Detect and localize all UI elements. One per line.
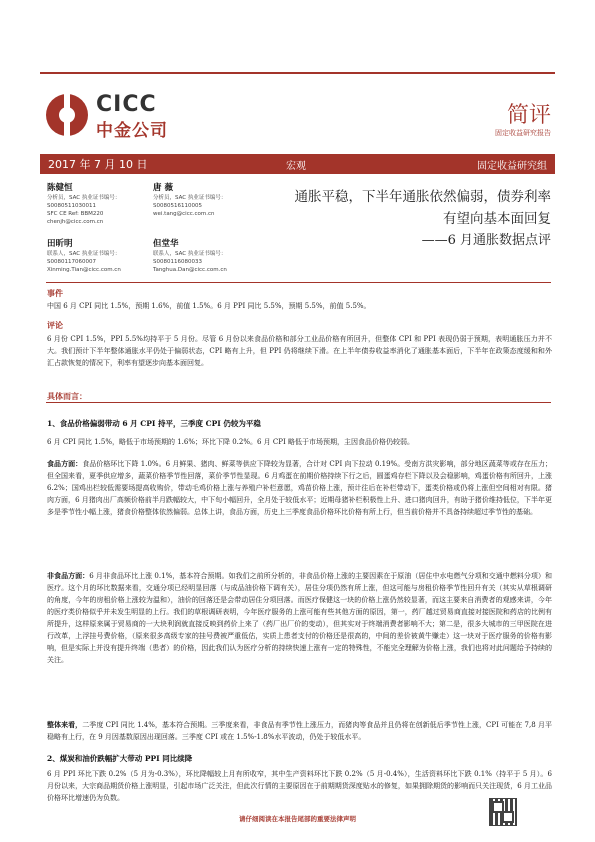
analyst-cert: S0080116080033 (153, 259, 202, 265)
analyst-role: 联系人，SAC 执业证书编号： (47, 251, 121, 257)
analyst-email[interactable]: wei.tang@cicc.com.cn (153, 211, 215, 217)
date-banner (40, 154, 555, 174)
title-line-1: 通胀平稳，下半年通胀依然偏弱，债券利率 (294, 189, 551, 205)
nonfood-lead: 非食品方面： (47, 571, 90, 580)
analyst-role: 分析员，SAC 执业证书编号： (47, 195, 121, 201)
logo-cn: 中金公司 (96, 121, 168, 141)
food-lead: 食品方面： (47, 459, 83, 468)
doc-type: 简评 (506, 103, 551, 128)
section2-heading: 2、煤炭和油价跌幅扩大带动 PPI 同比续降 (47, 754, 193, 763)
analyst-cert: S0080117060007 (47, 259, 96, 265)
food-text: 食品价格环比下降 1.0%。6 月鲜果、猪肉、鲜菜等供应下降较为显著，合计对 CPI 向下拉动 0.19%。受南方洪灾影响，部分地区蔬菜等或存在压力；但全国来看，夏季供应增多，蔬菜价格季节性回落，菜价季节性显现。6 月鸡蛋在前期价格持续下行之后，圆蛋鸡存栏下降以及会稳影响，鸡蛋价格有所回升，上涨 6.2%；国鸡出栏较低需要场提高收购价，带动毛鸡价格上涨与养殖户补栏意愿，鸡苗价格上涨，预计往后在补栏带动下，蛋类价格或仍将上涨但空间相对有限。猪肉方面，6 月猪肉出厂高频价格前半月跌幅较大，中下旬小幅回升，全月处于较低水平；近期母猪补栏积极性上升、进口猪肉回升，有助于猪价维持低位，下半年更多是季节性小幅上涨，猪食价格整体依然偏弱。总体上讲，食品方面，历史上三季度食品价格环比价格有所上行，但当前价格并不具备持续超过季节性的基础。 (47, 460, 553, 516)
analyst-email[interactable]: chenjh@cicc.com.cn (47, 219, 104, 225)
doc-subtype: 固定收益研究报告 (495, 129, 551, 137)
event-heading: 事件 (47, 288, 63, 298)
analyst-name: 唐 薇 (153, 183, 173, 193)
analyst-card (47, 238, 157, 274)
section1-food (47, 458, 552, 518)
analyst-cert: S0080511030011 (47, 203, 96, 209)
divider (46, 282, 551, 283)
divider (46, 402, 551, 403)
details-heading: 具体而言： (47, 391, 87, 401)
analyst-name: 田昕明 (47, 239, 73, 249)
analyst-card (153, 238, 263, 274)
analyst-email[interactable]: Xinming.Tian@cicc.com.cn (47, 267, 121, 273)
report-date: 2017 年 7 月 10 日 (48, 158, 148, 171)
analyst-email[interactable]: Tanghua.Dan@cicc.com.cn (153, 267, 227, 273)
title-line-2: 有望向基本面回复 (443, 211, 551, 227)
overall-lead: 整体来看， (47, 720, 83, 729)
analyst-cert: S0080516110005 (153, 203, 202, 209)
analyst-card (47, 182, 157, 226)
overall-text: 二季度 CPI 同比 1.4%，基本符合预期。三季度来看，非食品有季节性上涨压力，而猪肉等食品并且仍将在创新低后季节性上涨，CPI 可能在 7,8 月平稳略有上行，在 9 月因基数原因出现回落。三季度 CPI 或在 1.5%-1.8%水平波动，仍处于较低水平。 (47, 721, 552, 741)
section1-heading: 1、食品价格偏弱带动 6 月 CPI 持平，三季度 CPI 仍较为平稳 (47, 419, 261, 428)
header-rule (40, 72, 555, 74)
section1-overall (47, 719, 552, 743)
cicc-logo-icon (46, 94, 88, 136)
nonfood-text: 6 月非食品环比上涨 0.1%，基本符合预期。如我们之前所分析的，非食品价格上涨的主要因素在于原油（居住中水电燃气分项和交通中燃料分项）和医疗。这个月的环比数据来看，交通分项已经明显回落（与成品油价格下调有关），居住分项仍然有所上涨，但这可能与房租价格季节性回升有关（其实从草根调研的角度，今年的房租价格上涨较为温和），油价的回落还是会带动居住分项回落。而医疗保健这一块的价格上涨仍然较显著，而这主要来自消费者的观感来讲，今年的医疗类价格似乎并未发生明显的上行。我们的草根调研表明，今年医疗服务的上涨可能有些其他方面的原因，第一，药厂越过贸易商直接对接医院和药店的比例有所提升，这样原来属于贸易商的一大块利润就直接反映到药价上来了（药厂出厂价的变动），但其实对于终端消费者影响不大；第二是，很多大城市的三甲医院在进行改革，上浮挂号费价格，（原来很多高级专家的挂号费被严重低估，实质上患者支付的价格还是很高的，中间的差价被黄牛赚走）这一块对于医疗服务的价格有影响，但是实际上并没有提升终端（患者）的价格，因此我们认为医疗分析的持续快速上涨有一定的特殊性，不能完全理解为价格上涨，我们也将对此问题给予持续的关注。 (47, 572, 553, 664)
analyst-name: 陈健恒 (47, 183, 73, 193)
analyst-role: 分析员，SAC 执业证书编号： (153, 195, 227, 201)
analyst-extra: SFC CE Ref: BBM220 (47, 211, 104, 217)
analyst-role: 联系人，SAC 执业证书编号： (153, 251, 227, 257)
title-subtitle: ——6 月通胀数据点评 (421, 233, 551, 248)
analyst-name: 但堂华 (153, 239, 179, 249)
legal-footer: 请仔细阅读在本报告尾部的重要法律声明 (239, 815, 356, 823)
comment-text: 6 月份 CPI 1.5%，PPI 5.5%均持平于 5 月份。尽管 6 月份以来食品价格和部分工业品价格有所回升，但整体 CPI 和 PPI 表现仍弱于预期，表明通胀压力并不大。我们预计下半年整体通胀水平仍处于偏弱状态，CPI 略有上升，但 PPI 仍将继续下滑。在上半年债券收益率消化了通胀基本面后，下半年在政策态度缓和和外汇占款恢复的情况下，利率有望逐步向基本面回复。 (47, 335, 552, 367)
section2-p1: 6 月 PPI 环比下跌 0.2%（5 月为-0.3%），环比降幅较上月有所收窄，其中生产资料环比下跌 0.2%（5 月-0.4%），生活资料环比下跌 0.1%（持平于 5 月）。6 月份以来，大宗商品期货价格上涨明显，引起市场广泛关注，但此次行情的主要原因在于前期期货深度贴水的修复，如果拥除期货的影响而只关注现货，6 月工业品价格环比增速仍为负数。 (47, 770, 552, 802)
report-category: 宏观 (286, 161, 306, 172)
comment-heading: 评论 (47, 320, 63, 330)
cicc-logo (46, 92, 176, 142)
event-text: 中国 6 月 CPI 同比 1.5%，预期 1.6%，前值 1.5%。6 月 PPI 同比 5.5%，预期 5.5%，前值 5.5%。 (47, 302, 371, 310)
report-title (295, 186, 552, 252)
section1-p1: 6 月 CPI 同比 1.5%，略低于市场预期的 1.6%；环比下降 0.2%。6 月 CPI 略低于市场预期，主因食品价格仍较弱。 (47, 438, 414, 446)
section1-nonfood (47, 570, 552, 666)
logo-en: CICC (96, 92, 157, 117)
research-group: 固定收益研究组 (477, 161, 547, 172)
analyst-card (153, 182, 263, 218)
